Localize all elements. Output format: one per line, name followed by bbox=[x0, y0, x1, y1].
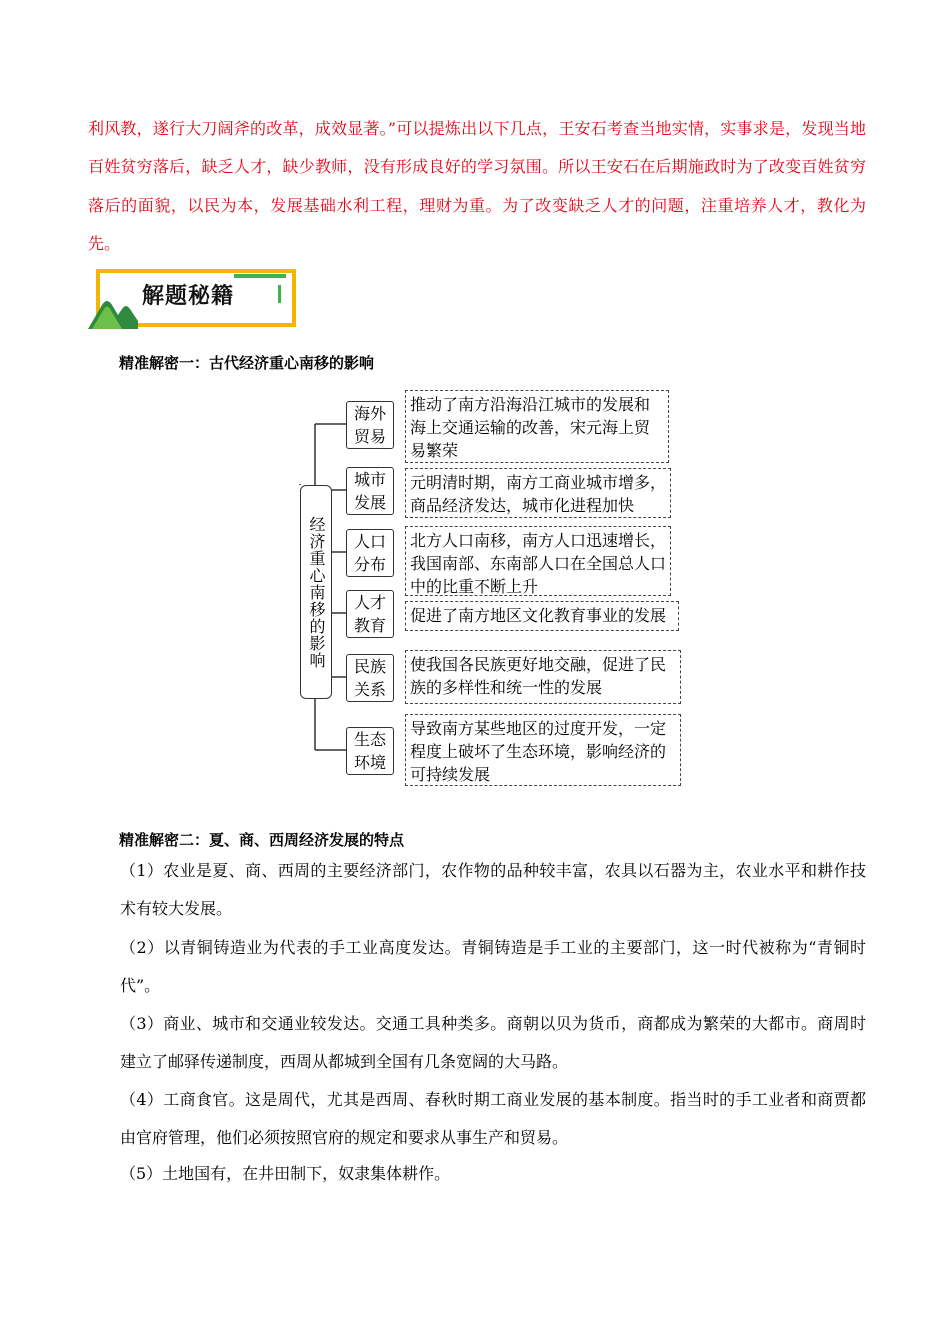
description-node: 推动了南方沿海沿江城市的发展和海上交通运输的改善，宋元海上贸易繁荣 bbox=[405, 390, 669, 463]
description-node: 使我国各民族更好地交融，促进了民族的多样性和统一性的发展 bbox=[405, 650, 681, 704]
category-label: 城市发展 bbox=[353, 470, 386, 512]
section-badge bbox=[88, 267, 296, 327]
description-node: 元明清时期，南方工商业城市增多，商品经济发达，城市化进程加快 bbox=[405, 468, 671, 518]
point-text: （3）商业、城市和交通业较发达。交通工具种类多。商朝以贝为货币，商都成为繁荣的大都市。商周时建立了邮驿传递制度，西周从都城到全国有几条宽阔的大马路。 bbox=[120, 1014, 866, 1072]
description-node: 北方人口南移，南方人口迅速增长，我国南部、东南部人口在全国总人口中的比重不断上升 bbox=[405, 526, 671, 596]
point-paragraph bbox=[88, 929, 866, 1006]
point-text: （1）农业是夏、商、西周的主要经济部门，农作物的品种较丰富，农具以石器为主，农业水平和耕作技术有较大发展。 bbox=[120, 861, 866, 919]
category-node bbox=[346, 590, 394, 638]
category-label: 海外贸易 bbox=[353, 404, 386, 446]
diagram-root-label: 经济重心南移的影响 bbox=[307, 515, 326, 669]
badge-accent-tick bbox=[278, 285, 281, 303]
category-node bbox=[346, 529, 394, 577]
category-label: 人口分布 bbox=[353, 532, 386, 574]
section2-title: 精准解密二：夏、商、西周经济发展的特点 bbox=[119, 831, 405, 849]
category-node bbox=[346, 467, 394, 515]
section1-title: 精准解密一：古代经济重心南移的影响 bbox=[119, 354, 375, 372]
point-paragraph bbox=[88, 852, 866, 929]
point-paragraph bbox=[88, 1155, 866, 1193]
description-node: 导致南方某些地区的过度开发，一定程度上破坏了生态环境，影响经济的可持续发展 bbox=[405, 714, 681, 786]
category-node bbox=[346, 654, 394, 702]
intro-paragraph: 利风教，遂行大刀阔斧的改革，成效显著。”可以提炼出以下几点，王安石考查当地实情，实事求是，发现当地百姓贫穷落后，缺乏人才，缺少教师，没有形成良好的学习氛围。所以王安石在后期施政时为了改变百姓贫穷落后的面貌，以民为本，发展基础水利工程，理财为重。为了改变缺乏人才的问题，注重培养人才，教化为先。 bbox=[88, 119, 866, 253]
category-node bbox=[346, 727, 394, 775]
point-text: （2）以青铜铸造业为代表的手工业高度发达。青铜铸造是手工业的主要部门，这一时代被称为“青铜时代”。 bbox=[120, 938, 866, 996]
hills-icon bbox=[88, 287, 138, 329]
category-label: 生态环境 bbox=[353, 730, 386, 772]
diagram-root-node bbox=[300, 485, 332, 699]
point-paragraph bbox=[88, 1005, 866, 1082]
point-paragraph bbox=[88, 1081, 866, 1158]
category-label: 民族关系 bbox=[353, 657, 386, 699]
badge-accent-line bbox=[234, 274, 286, 278]
description-node: 促进了南方地区文化教育事业的发展 bbox=[405, 601, 679, 631]
point-text: （4）工商食官。这是周代，尤其是西周、春秋时期工商业发展的基本制度。指当时的手工业者和商贾都由官府管理，他们必须按照官府的规定和要求从事生产和贸易。 bbox=[120, 1090, 866, 1148]
badge-title: 解题秘籍 bbox=[142, 284, 235, 309]
point-text: （5）土地国有，在井田制下，奴隶集体耕作。 bbox=[120, 1164, 451, 1183]
category-node bbox=[346, 401, 394, 449]
category-label: 人才教育 bbox=[353, 593, 386, 635]
